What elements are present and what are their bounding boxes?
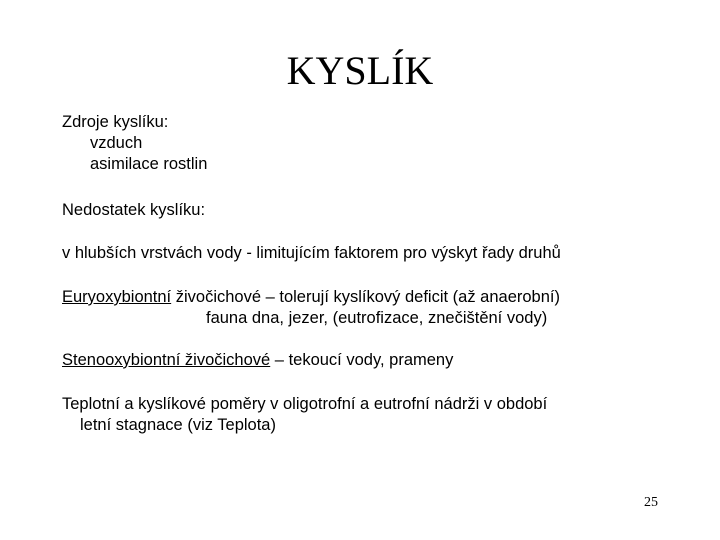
euryoxy-description: živočichové – tolerují kyslíkový deficit (až anaerobní) bbox=[171, 288, 560, 306]
stenooxy-term: Stenooxybiontní živočichové bbox=[62, 351, 271, 369]
stenooxy-description: – tekoucí vody, prameny bbox=[270, 351, 454, 369]
temperature-line-1: Teplotní a kyslíkové poměry v oligotrofní a eutrofní nádrži v období bbox=[62, 395, 548, 413]
source-item-plant-assimilation: asimilace rostlin bbox=[90, 155, 208, 173]
euryoxy-line-1 bbox=[62, 287, 560, 308]
euryoxy-line-2: fauna dna, jezer, (eutrofizace, znečištění vody) bbox=[206, 309, 548, 327]
temperature-line-2: letní stagnace (viz Teplota) bbox=[80, 416, 276, 434]
shortage-detail: v hlubších vrstvách vody - limitujícím faktorem pro výskyt řady druhů bbox=[62, 244, 561, 262]
slide-title: KYSLÍK bbox=[286, 48, 434, 93]
sources-heading: Zdroje kyslíku: bbox=[62, 113, 169, 131]
source-item-air: vzduch bbox=[90, 134, 143, 152]
stenooxy-line bbox=[62, 350, 453, 371]
shortage-heading: Nedostatek kyslíku: bbox=[62, 201, 206, 219]
euryoxy-term: Euryoxybiontní bbox=[62, 288, 172, 306]
page-number: 25 bbox=[644, 495, 658, 510]
